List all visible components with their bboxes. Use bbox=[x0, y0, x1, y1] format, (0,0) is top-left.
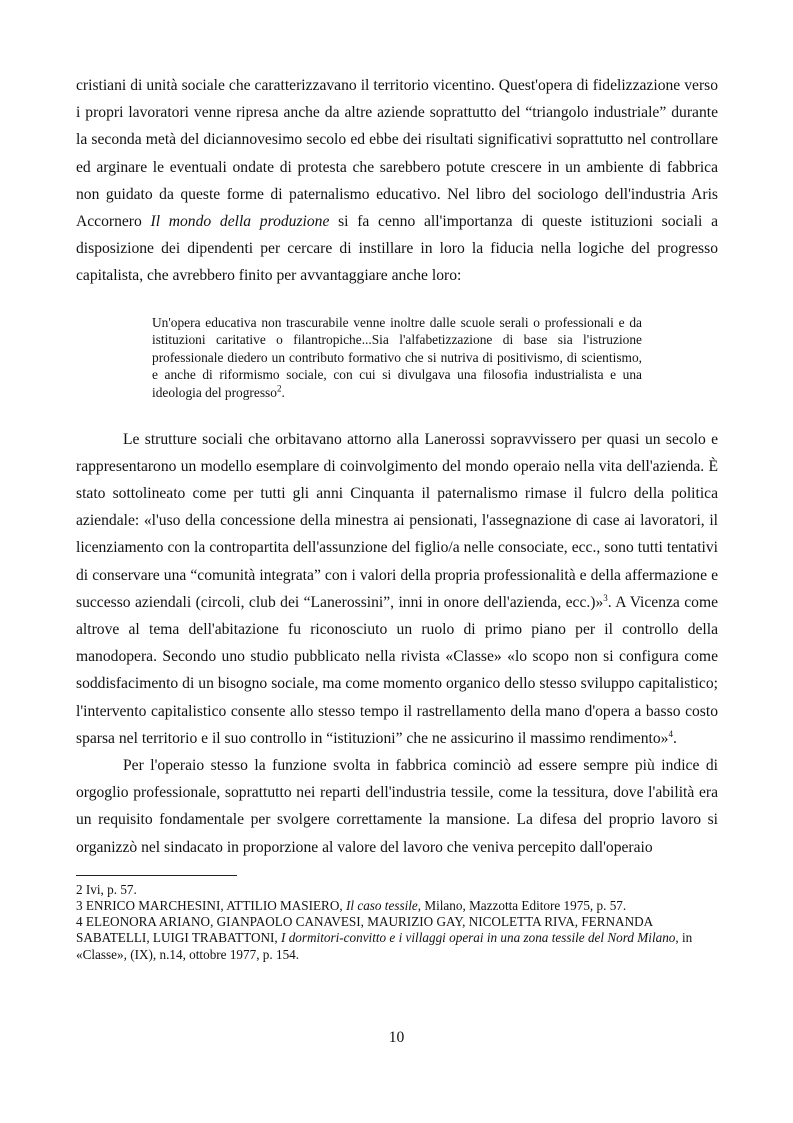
footnote-4-text-b: , in «Classe», (IX), n.14, ottobre 1977, p. 154. bbox=[76, 930, 693, 962]
quote-text: Un'opera educativa non trascurabile venne inoltre dalle scuole serali o professionali e da istituzioni caritative o filantropiche...Sia l'alfabetizzazione di base sia l'istruzione professionale diedero un contributo formativo che si nutriva di positivismo, di scientismo, e anche di riformismo sociale, con cui si divulgava una filosofia industrialista e una ideologia del progresso bbox=[152, 314, 642, 400]
footnote-3 bbox=[76, 898, 718, 914]
footnote-ref-2: 2 bbox=[276, 383, 282, 394]
footnote-4-title: I dormitori-convitto e i villaggi operai in una zona tessile del Nord Milano bbox=[281, 930, 676, 946]
footnote-ref-3: 3 bbox=[603, 592, 608, 603]
paragraph-1 bbox=[76, 72, 718, 290]
paragraph-2-text-c: . bbox=[672, 729, 677, 747]
paragraph-2-text-a: Le strutture sociali che orbitavano attorno alla Lanerossi sopravvissero per quasi un secolo e rappresentarono un modello esemplare di coinvolgimento del mondo operaio nella vita dell'azienda. È stato sottolineato come per tutti gli anni Cinquanta il paternalismo rimase il fulcro della politica aziendale: «l'uso della concessione della minestra ai pensionati, l'assegnazione di case ai lavoratori, il licenziamento con la contropartita dell'assunzione del figlio/a nelle consociate, ecc., sono tutti tentativi di conservare una “comunità integrata” con i valori della propria professionalità e della affermazione e successo aziendali (circoli, club dei “Lanerossini”, inni in onore dell'azienda, ecc.)» bbox=[76, 430, 718, 611]
quote-end: . bbox=[281, 385, 285, 400]
paragraph-1-text-b: si fa cenno all'importanza di queste istituzioni sociali a disposizione dei dipendenti per cercare di instillare in loro la fiducia nella logiche del progresso capitalista, che avrebbero finito per avvantaggiare anche loro: bbox=[76, 213, 718, 285]
footnote-3-text-a: 3 ENRICO MARCHESINI, ATTILIO MASIERO, bbox=[76, 898, 346, 914]
footnote-separator bbox=[76, 875, 237, 876]
footnote-4 bbox=[76, 914, 718, 963]
paragraph-2 bbox=[76, 426, 718, 752]
page-number: 10 bbox=[388, 1029, 405, 1046]
footnotes bbox=[76, 882, 718, 963]
footnote-4-text-a: 4 ELEONORA ARIANO, GIANPAOLO CANAVESI, MAURIZIO GAY, NICOLETTA RIVA, FERNANDA SABATELLI, LUIGI TRABATTONI, bbox=[76, 914, 653, 946]
book-title: Il mondo della produzione bbox=[150, 213, 330, 231]
footnote-ref-4: 4 bbox=[668, 728, 673, 739]
block-quote bbox=[152, 314, 642, 402]
paragraph-2-text-b: . A Vicenza come altrove al tema dell'abitazione fu riconosciuto un ruolo di primo piano per il controllo della manodopera. Secondo uno studio pubblicato nella rivista «Classe» «lo scopo non si configura come soddisfacimento di un bisogno sociale, ma come momento organico dello stesso sviluppo capitalistico; l'intervento capitalistico consente allo stesso tempo il rastrellamento della mano d'opera a basso costo sparsa nel territorio e il suo controllo in “istituzioni” che ne assicurino il massimo rendimento» bbox=[76, 593, 718, 747]
footnote-3-text-b: , Milano, Mazzotta Editore 1975, p. 57. bbox=[417, 898, 627, 914]
page-content bbox=[76, 72, 718, 963]
paragraph-1-text-a: cristiani di unità sociale che caratterizzavano il territorio vicentino. Quest'opera di fidelizzazione verso i propri lavoratori venne ripresa anche da altre aziende soprattutto del “triangolo industriale” durante la seconda metà del diciannovesimo secolo ed ebbe dei risultati significativi soprattutto nel controllare ed arginare le eventuali ondate di protesta che sarebbero potute crescere in un ambiente di fabbrica non guidato da queste forme di paternalismo educativo. Nel libro del sociologo dell'industria Aris Accornero bbox=[76, 77, 718, 231]
footnote-3-title: Il caso tessile bbox=[345, 898, 418, 914]
footnote-2: 2 Ivi, p. 57. bbox=[76, 881, 137, 897]
paragraph-3: Per l'operaio stesso la funzione svolta in fabbrica cominciò ad essere sempre più indice di orgoglio professionale, soprattutto nei reparti dell'industria tessile, come la tessitura, dove l'abilità era un requisito fondamentale per svolgere correttamente la mansione. La difesa del proprio lavoro si organizzò nel sindacato in proporzione al valore del lavoro che veniva percepito dall'operaio bbox=[76, 757, 718, 856]
